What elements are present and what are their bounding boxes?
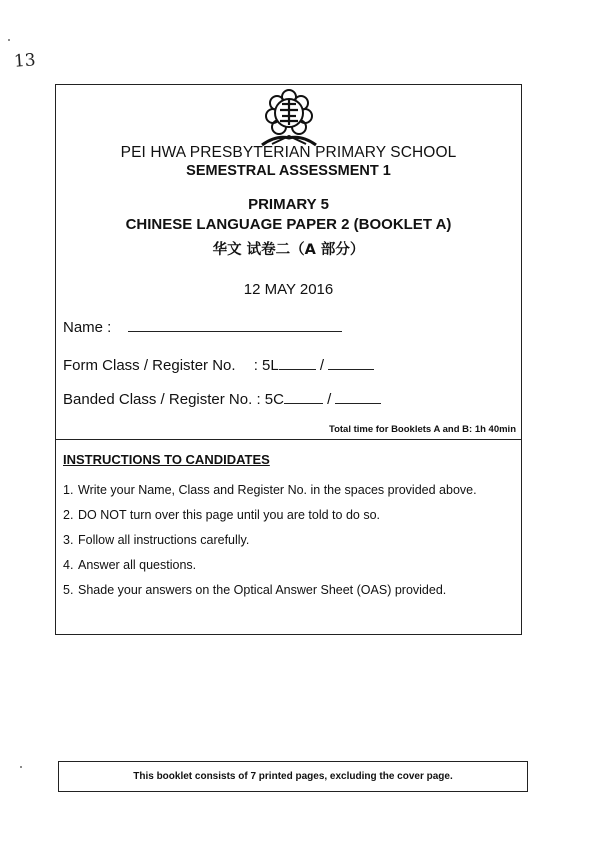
instruction-number: 1. (63, 483, 74, 497)
cover-info-box (55, 84, 522, 635)
handwritten-page-number: 13 (13, 50, 37, 72)
instruction-text: Write your Name, Class and Register No. in the spaces provided above. (78, 483, 477, 497)
name-blank[interactable] (128, 317, 342, 332)
instruction-text: Follow all instructions carefully. (78, 533, 250, 547)
instruction-item (63, 558, 508, 573)
banded-class-prefix: : 5C (256, 391, 284, 408)
form-register-blank[interactable] (328, 355, 374, 370)
instruction-number: 4. (63, 558, 74, 572)
school-name: PEI HWA PRESBYTERIAN PRIMARY SCHOOL (120, 144, 457, 161)
form-class-field (63, 355, 374, 374)
instruction-item (63, 508, 508, 523)
instruction-item (63, 483, 508, 498)
total-time-note: Total time for Booklets A and B: 1h 40min (328, 424, 516, 435)
instruction-text: DO NOT turn over this page until you are told to do so. (78, 508, 381, 522)
form-slash: / (319, 357, 325, 374)
banded-class-blank[interactable] (284, 389, 323, 404)
instructions-list (63, 483, 508, 608)
level-title: PRIMARY 5 (248, 196, 329, 213)
form-class-label: Form Class / Register No. (63, 357, 236, 374)
booklet-page-count-note: This booklet consists of 7 printed pages, excluding the cover page. (58, 761, 528, 792)
instruction-item (63, 533, 508, 548)
banded-slash: / (327, 391, 332, 408)
exam-date: 12 MAY 2016 (243, 281, 334, 298)
instruction-number: 3. (63, 533, 74, 547)
name-field (63, 317, 342, 336)
header-section (56, 85, 521, 440)
banded-register-blank[interactable] (335, 389, 381, 404)
form-class-blank[interactable] (279, 355, 316, 370)
form-class-prefix: : 5L (253, 357, 279, 374)
instruction-number: 2. (63, 508, 74, 522)
instruction-text: Shade your answers on the Optical Answer Sheet (OAS) provided. (78, 583, 447, 597)
school-crest-icon (258, 89, 320, 147)
scan-speck (20, 766, 22, 768)
name-label: Name : (63, 319, 112, 336)
instruction-item (63, 583, 508, 598)
banded-class-field (63, 389, 381, 408)
instruction-text: Answer all questions. (78, 558, 197, 572)
paper-title: CHINESE LANGUAGE PAPER 2 (BOOKLET A) (125, 216, 452, 233)
instruction-number: 5. (63, 583, 74, 597)
paper-title-chinese: 华文 试卷二（A 部分） (212, 242, 365, 258)
instructions-title: INSTRUCTIONS TO CANDIDATES (63, 452, 270, 467)
scan-speck (8, 39, 10, 41)
banded-class-label: Banded Class / Register No. (63, 391, 253, 408)
assessment-title: SEMESTRAL ASSESSMENT 1 (186, 163, 391, 179)
